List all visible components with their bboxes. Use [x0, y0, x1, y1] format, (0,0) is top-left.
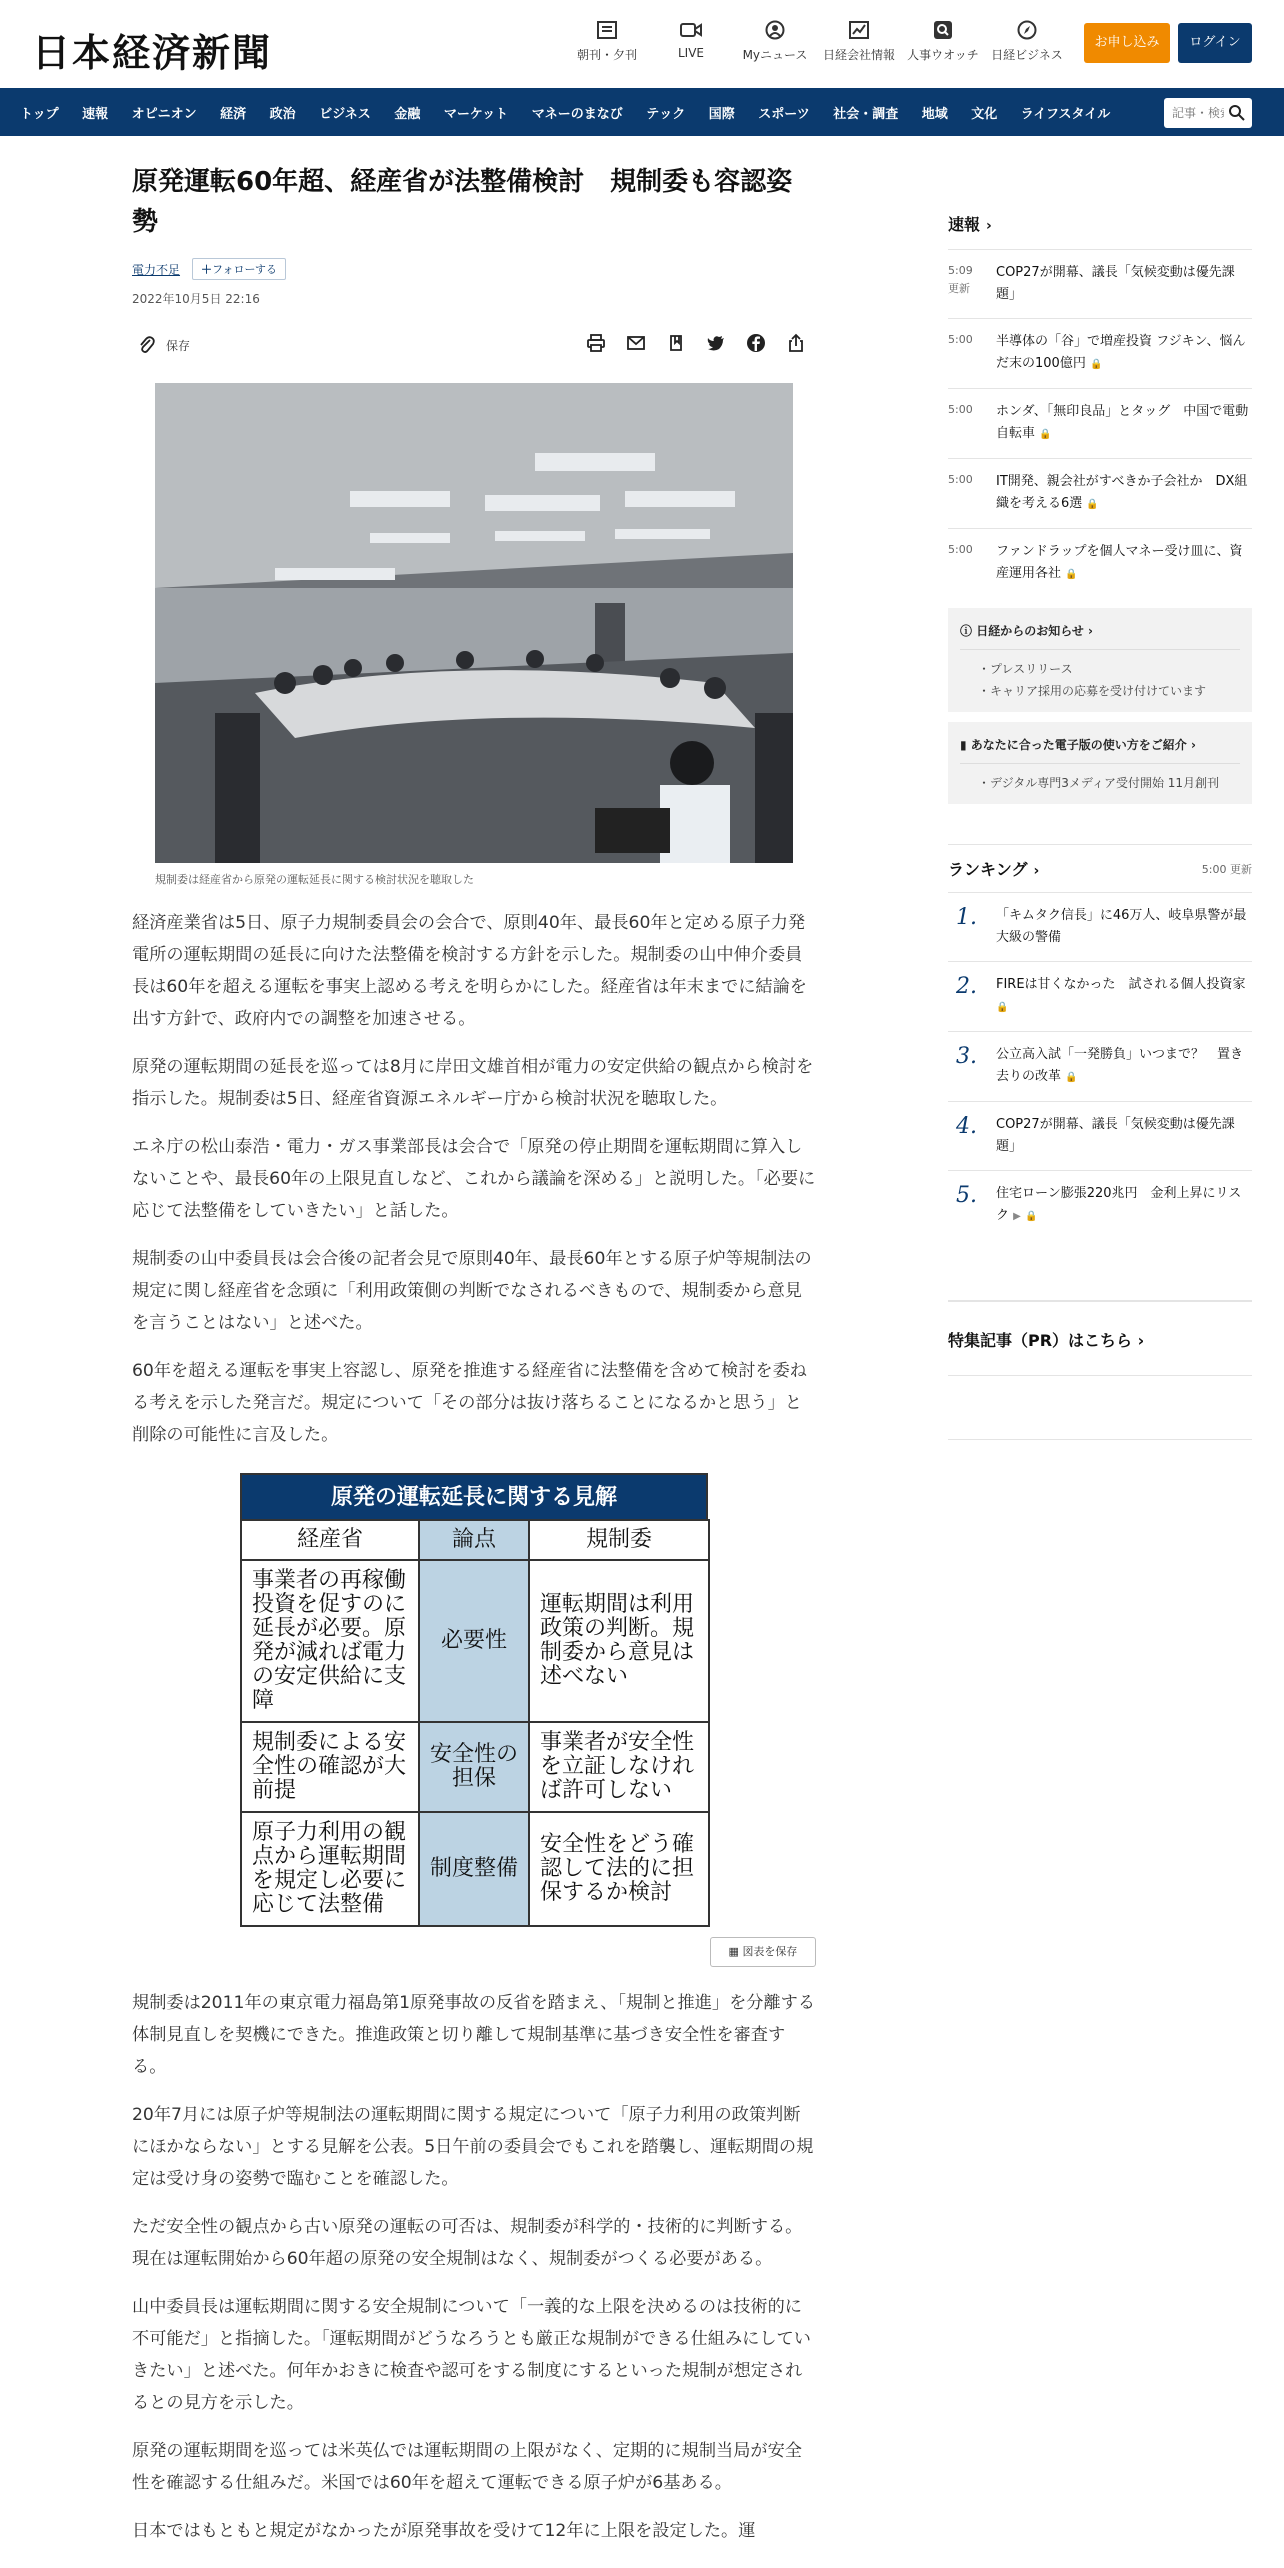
live-label: LIVE [677, 46, 704, 60]
guide-item-label: デジタル専門3メディア受付開始 11月創刊 [990, 776, 1220, 790]
compass-icon [1016, 20, 1038, 40]
save-figure-button[interactable] [710, 1937, 816, 1967]
company-info-link[interactable] [817, 20, 901, 63]
nav-item[interactable]: 金融 [394, 106, 421, 122]
table-header-row [241, 1520, 709, 1560]
news-headline: IT開発、親会社がすべきか子会社か DX組織を考える6選 [996, 474, 1248, 511]
bookmark-icon[interactable] [656, 333, 696, 357]
news-time: 5:00 [948, 543, 973, 556]
chevron-right-icon: › [986, 218, 992, 234]
rank-number: 1. [956, 905, 977, 930]
table-cell: 制度整備 [419, 1812, 529, 1926]
ranking-item[interactable] [948, 961, 1252, 1031]
news-headline-block[interactable] [996, 471, 1252, 516]
table-row [241, 1560, 709, 1722]
news-headline-block[interactable] [996, 331, 1252, 376]
follow-button[interactable] [192, 258, 286, 280]
table-cell: 事業者が安全性を立証しなければ許可しない [529, 1722, 709, 1812]
ranking-list [948, 892, 1252, 1240]
paper-edition-link[interactable] [565, 20, 649, 63]
chevron-right-icon: › [1137, 1331, 1145, 1350]
plus-icon: ＋ [201, 263, 213, 276]
comparison-table [240, 1519, 710, 1927]
search-input[interactable] [1164, 98, 1224, 128]
lock-icon: 🔒 [996, 1002, 1009, 1013]
nav-item[interactable]: テック [646, 106, 686, 122]
lock-icon: 🔒 [1089, 359, 1103, 370]
table-row [241, 1812, 709, 1926]
save-label: 保存 [166, 338, 191, 353]
save-button[interactable] [138, 335, 190, 355]
nikkei-business-link[interactable] [985, 20, 1069, 63]
table-cell: 運転期間は利用政策の判断。規制委から意見は述べない [529, 1560, 709, 1722]
save-figure-label: 図表を保存 [742, 1945, 798, 1958]
notice-item[interactable]: ・プレスリリース [978, 662, 1073, 676]
header-cell: 論点 [419, 1520, 529, 1560]
news-headline: ホンダ、「無印良品」とタッグ 中国で電動自転車 [996, 404, 1249, 441]
follow-label: フォローする [212, 263, 277, 276]
personnel-watch-label: 人事ウオッチ [907, 48, 979, 62]
header-cell: 規制委 [529, 1520, 709, 1560]
notice-item[interactable]: ・キャリア採用の応募を受け付けています [978, 684, 1207, 698]
article-paragraph: 規制委は2011年の東京電力福島第1原発事故の反省を踏まえ、「規制と推進」を分離する体制見直しを契機にできた。推進政策と切り離して規制基準に基づき安全性を審査する。 [132, 1993, 816, 2077]
article-title: 原発運転60年超、経産省が法整備検討 規制委も容認姿勢 [132, 167, 793, 237]
table-cell: 安全性をどう確認して法的に担保するか検討 [529, 1812, 709, 1926]
ranking-header [948, 844, 1252, 880]
article-paragraph: 原発の運転期間の延長を巡っては8月に岸田文雄首相が電力の安定供給の観点から検討を指示した。規制委は5日、経産省資源エネルギー庁から検討状況を聴取した。 [132, 1057, 814, 1109]
guide-list [960, 764, 1240, 804]
table-cell: 事業者の再稼働投資を促すのに延長が必要。原発が減れば電力の安定供給に支障 [241, 1560, 419, 1722]
lock-icon: 🔒 [1086, 499, 1099, 510]
mail-icon[interactable] [616, 333, 656, 357]
article-toolbar [132, 331, 816, 361]
notice-title: 日経からのお知らせ [976, 624, 1084, 638]
article-paragraph: 原発の運転期間を巡っては米英仏では運転期間の上限がなく、定期的に規制当局が安全性を確認する仕組みだ。米国では60年を超えて運転できる原子炉が6基ある。 [132, 2441, 802, 2493]
topic-tag-link[interactable]: 電力不足 [132, 262, 181, 277]
news-time: 5:00 [948, 473, 973, 486]
article-paragraph: 20年7月には原子炉等規制法の運転期間に関する規定について「原子力利用の政策判断にほかならない」とする見解を公表。5日午前の委員会でもこれを踏襲し、運転期間の規定は受け身の姿勢で臨むことを確認した。 [132, 2105, 814, 2189]
site-logo[interactable]: 日本経済新聞 [32, 30, 273, 75]
rank-number: 4. [956, 1114, 977, 1139]
chart-icon [848, 20, 870, 40]
my-news-label: Myニュース [742, 48, 808, 62]
share-icon[interactable] [776, 333, 816, 357]
nav-item[interactable]: スポーツ [758, 106, 810, 122]
nav-item[interactable]: マネーのまなび [531, 106, 623, 122]
share-bar [576, 333, 816, 357]
lock-icon: 🔒 [1065, 569, 1078, 580]
article-paragraph: 山中委員長は運転期間に関する安全規制について「一義的な上限を決めるのは技術的に不可能だ」と指摘した。「運転期間がどうなろうとも厳正な規制ができる仕組みにしていきたい」と述べた。何年かおきに検査や認可をする制度にするといった規制が想定されるとの見方を示した。 [132, 2297, 811, 2413]
article-paragraph: 規制委の山中委員長は会合後の記者会見で原則40年、最長60年とする原子炉等規制法の規定に関し経産省を念頭に「利用政策側の判断でなされるべきもので、規制委から意見を言うことはない」と述べた。 [132, 1249, 812, 1333]
breaking-news-list [948, 249, 1252, 598]
chevron-right-icon: › [1190, 738, 1196, 752]
nav-item[interactable]: 地域 [921, 106, 948, 122]
article-meta [132, 258, 816, 280]
ranking-headline: 住宅ローン膨張220兆円 金利上昇にリスク [996, 1186, 1242, 1223]
search-icon [932, 20, 954, 40]
main-nav [0, 88, 1284, 136]
chevron-right-icon: › [1033, 863, 1040, 879]
publish-date: 2022年10月5日 22:16 [132, 292, 260, 306]
article [132, 136, 816, 2547]
lock-icon: 🔒 [1025, 1211, 1038, 1222]
breaking-news-heading[interactable] [948, 212, 1252, 235]
comparison-figure [240, 1473, 798, 1967]
book-icon: ▮ [960, 738, 971, 752]
ranking-item[interactable] [948, 1170, 1252, 1240]
pr-divider [948, 1375, 1252, 1415]
nav-item[interactable]: 国際 [708, 106, 735, 122]
nikkei-notice-box [948, 608, 1252, 712]
figure-title: 原発の運転延長に関する見解 [240, 1473, 708, 1519]
nav-item[interactable]: マーケット [443, 106, 509, 122]
nav-item[interactable]: トップ [20, 106, 59, 122]
ranking-item[interactable] [948, 1101, 1252, 1170]
digital-guide-box [948, 722, 1252, 804]
ranking-headline[interactable]: 「キムタク信長」に46万人、岐阜県警が最大級の警備 [996, 908, 1247, 945]
facebook-icon[interactable] [736, 333, 776, 357]
header-cell: 経産省 [241, 1520, 419, 1560]
notice-item-label: プレスリリース [990, 662, 1073, 676]
ranking-headline-block[interactable] [996, 1044, 1252, 1089]
article-photo [155, 383, 793, 863]
ranking-headline[interactable]: COP27が開幕、議長「気候変動は優先課題」 [996, 1117, 1235, 1154]
pr-title: 特集記事（PR）はこちら [948, 1331, 1133, 1350]
list-item[interactable] [948, 318, 1252, 388]
news-time-updated: 更新 [948, 282, 970, 295]
table-cell: 原子力利用の観点から運転期間を規定し必要に応じて法整備 [241, 1812, 419, 1926]
article-paragraph: 60年を超える運転を事実上容認し、原発を推進する経産省に法整備を含めて検討を委ねる考えを示した発言だ。規定について「その部分は抜け落ちることになるかと思う」と削除の可能性に言及した。 [132, 1361, 807, 1445]
photo-caption: 規制委は経産省から原発の運転延長に関する検討状況を聴取した [155, 873, 474, 886]
news-headline-block[interactable] [996, 401, 1252, 446]
article-body-part1 [132, 907, 816, 1451]
table-cell: 必要性 [419, 1560, 529, 1722]
nav-item[interactable]: 社会・調査 [833, 106, 899, 122]
nav-item[interactable]: 政治 [269, 106, 296, 122]
video-icon: ▶ [1013, 1211, 1021, 1222]
nikkei-business-label: 日経ビジネス [991, 48, 1063, 62]
notice-list [960, 650, 1240, 712]
print-icon[interactable] [576, 333, 616, 357]
rank-number: 2. [956, 974, 977, 999]
rank-number: 3. [956, 1044, 977, 1069]
nav-item[interactable]: オピニオン [131, 106, 197, 122]
nav-item[interactable]: 文化 [971, 106, 998, 122]
chart-icon: ▦ [728, 1945, 743, 1958]
user-icon [764, 20, 786, 40]
apply-button[interactable]: お申し込み [1084, 23, 1170, 63]
nav-search-box [1164, 98, 1252, 128]
chevron-right-icon: › [1088, 624, 1093, 638]
ranking-headline: 公立高入試「一発勝負」いつまで？ 置き去りの改革 [996, 1047, 1244, 1084]
nav-item[interactable]: ライフスタイル [1020, 106, 1111, 122]
news-headline-block[interactable] [996, 541, 1252, 586]
news-headline[interactable]: COP27が開幕、議長「気候変動は優先課題」 [996, 265, 1235, 302]
list-item[interactable] [948, 388, 1252, 458]
list-item[interactable] [948, 249, 1252, 318]
ranking-heading[interactable] [948, 857, 1039, 880]
article-paragraph: エネ庁の松山泰浩・電力・ガス事業部長は会合で「原発の停止期間を運転期間に算入しないことや、最長60年の上限見直しなど、これから議論を深める」と説明した。「必要に応じて法整備をしていきたい」と話した。 [132, 1137, 816, 1221]
pr-divider [948, 1439, 1252, 1479]
ranking-updated: 5:00 更新 [1201, 862, 1252, 876]
personnel-watch-link[interactable] [901, 20, 985, 63]
table-cell: 規制委による安全性の確認が大前提 [241, 1722, 419, 1812]
sidebar [948, 136, 1252, 1479]
company-info-label: 日経会社情報 [822, 48, 895, 62]
search-icon[interactable] [1228, 104, 1246, 122]
login-button[interactable]: ログイン [1178, 23, 1252, 63]
paper-edition-label: 朝刊・夕刊 [576, 48, 637, 62]
guide-heading[interactable] [960, 722, 1240, 764]
news-time [948, 262, 996, 306]
list-item[interactable] [948, 458, 1252, 528]
video-icon [679, 20, 703, 40]
ranking-title: ランキング [948, 860, 1028, 879]
info-icon: ⓘ [960, 624, 977, 638]
lock-icon: 🔒 [1065, 1072, 1078, 1083]
site-header [0, 0, 1284, 88]
news-headline: 半導体の「谷」で増産投資 フジキン、悩んだ末の100億円 [996, 334, 1246, 371]
ranking-headline-block[interactable] [996, 974, 1252, 1019]
header-icon-bar [565, 20, 1069, 63]
news-time-value: 5:09 [948, 264, 973, 277]
list-item[interactable] [948, 528, 1252, 598]
my-news-link[interactable] [733, 20, 817, 63]
notice-heading[interactable] [960, 608, 1240, 650]
article-paragraph: ただ安全性の観点から古い原発の運転の可否は、規制委が科学的・技術的に判断する。現在は運転開始から60年超の原発の安全規制はなく、規制委がつくる必要がある。 [132, 2217, 803, 2269]
news-time: 5:00 [948, 333, 973, 346]
article-paragraph: 日本ではもともと規定がなかったが原発事故を受けて12年に上限を設定した。運 [132, 2521, 756, 2541]
notice-item-label: キャリア採用の応募を受け付けています [990, 684, 1207, 698]
ranking-headline: FIREは甘くなかった 試される個人投資家 [996, 977, 1246, 992]
table-row [241, 1722, 709, 1812]
lock-icon: 🔒 [1039, 429, 1052, 440]
twitter-icon[interactable] [696, 333, 736, 357]
news-time: 5:00 [948, 403, 973, 416]
nav-item[interactable]: ビジネス [319, 106, 371, 122]
ranking-item[interactable] [948, 892, 1252, 961]
guide-title: あなたに合った電子版の使い方をご紹介 [970, 738, 1187, 752]
article-paragraph: 経済産業省は5日、原子力規制委員会の会合で、原則40年、最長60年と定める原子力発電所の運転期間の延長に向けた法整備を検討する方針を示した。規制委の山中伸介委員長は60年を超える運転を事実上認める考えを明らかにした。経産省は年末までに結論を出す方針で、政府内での調整を加速させる。 [132, 913, 807, 1029]
nav-list [20, 88, 1134, 136]
ranking-item[interactable] [948, 1031, 1252, 1101]
rank-number: 5. [956, 1183, 977, 1208]
paperclip-icon [138, 335, 156, 355]
newspaper-icon [596, 20, 618, 40]
guide-item[interactable]: ・デジタル専門3メディア受付開始 11月創刊 [978, 776, 1220, 790]
article-body-part2 [132, 1987, 816, 2547]
nav-item[interactable]: 経済 [220, 106, 247, 122]
live-link[interactable] [649, 20, 733, 63]
ranking-headline-block[interactable] [996, 1183, 1252, 1228]
news-headline: ファンドラップを個人マネー受け皿に、資産運用各社 [996, 544, 1243, 581]
table-cell: 安全性の担保 [419, 1722, 529, 1812]
pr-heading[interactable] [948, 1300, 1252, 1351]
breaking-news-title: 速報 [948, 215, 981, 234]
nav-item[interactable]: 速報 [82, 106, 109, 122]
